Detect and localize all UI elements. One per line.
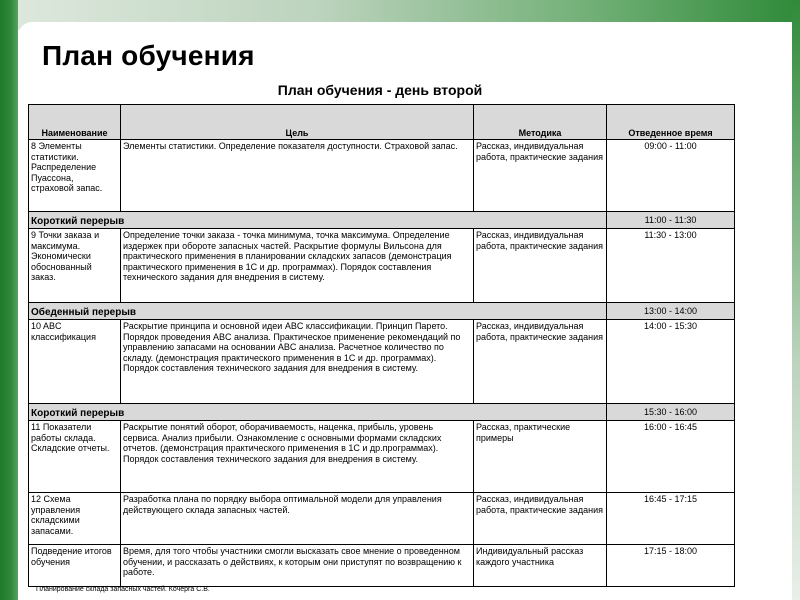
break-label: Короткий перерыв <box>29 404 607 421</box>
table-row <box>29 421 735 493</box>
page-title: План обучения <box>42 40 255 71</box>
break-time: 11:00 - 11:30 <box>607 212 735 229</box>
row-name: 11 Показатели работы склада. Складские отчеты. <box>29 421 121 493</box>
row-name: 8 Элементы статистики. Распределение Пуассона, страховой запас. <box>29 140 121 212</box>
row-goal: Время, для того чтобы участники смогли высказать свое мнение о проведенном обучении, и рассказать о действиях, к которым они приступят по возвращению к работе. <box>121 545 474 587</box>
row-goal: Элементы статистики. Определение показателя доступности. Страховой запас. <box>121 140 474 212</box>
table-row <box>29 320 735 404</box>
row-goal: Разработка плана по порядку выбора оптимальной модели для управления действующего склада запасных частей. <box>121 493 474 545</box>
column-header-method: Методика <box>474 105 607 140</box>
row-time: 16:45 - 17:15 <box>607 493 735 545</box>
table-caption: План обучения - день второй <box>277 82 483 98</box>
row-time: 14:00 - 15:30 <box>607 320 735 404</box>
row-method: Рассказ, индивидуальная работа, практические задания <box>474 320 607 404</box>
break-label: Обеденный перерыв <box>29 303 607 320</box>
row-method: Рассказ, индивидуальная работа, практические задания <box>474 140 607 212</box>
row-method: Рассказ, индивидуальная работа, практические задания <box>474 229 607 303</box>
break-row <box>29 212 735 229</box>
row-goal: Раскрытие принципа и основной идеи ABC классификации. Принцип Парето. Порядок проведения ABC анализа. Практическое применение рекомендаций по управлению запасами на основании ABC анализа. Расчетное количество по складу. (демонстрация практического применения в 1С и др. программах). Порядок составления технического задания для внедрения в систему. <box>121 320 474 404</box>
row-name: 12 Схема управления складскими запасами. <box>29 493 121 545</box>
row-method: Рассказ, индивидуальная работа, практические задания <box>474 493 607 545</box>
break-label: Короткий перерыв <box>29 212 607 229</box>
break-row <box>29 303 735 320</box>
row-time: 16:00 - 16:45 <box>607 421 735 493</box>
row-method: Индивидуальный рассказ каждого участника <box>474 545 607 587</box>
slide-frame-right <box>792 0 800 600</box>
table-row <box>29 545 735 587</box>
column-header-goal: Цель <box>121 105 474 140</box>
break-time: 13:00 - 14:00 <box>607 303 735 320</box>
table-row <box>29 493 735 545</box>
row-goal: Определение точки заказа - точка минимума, точка максимума. Определение издержек при обороте запасных частей. Раскрытие формулы Вильсона для практического применения в планировании складских запасов (демонстрация практического применения в 1С и др. программах). Порядок составления технического задания для внедрения в систему. <box>121 229 474 303</box>
column-header-name: Наименование <box>29 105 121 140</box>
break-time: 15:30 - 16:00 <box>607 404 735 421</box>
row-name: Подведение итогов обучения <box>29 545 121 587</box>
row-name: 10 ABC классификация <box>29 320 121 404</box>
row-time: 11:30 - 13:00 <box>607 229 735 303</box>
footer-note: Планирование склада запасных частей. Кочерга С.В. <box>36 586 210 593</box>
row-goal: Раскрытие понятий оборот, оборачиваемость, наценка, прибыль, уровень сервиса. Анализ прибыли. Ознакомление с основными формами складских отчетов. (демонстрация практического применения в 1С и др.программах). Порядок составления технического задания для внедрения в систему. <box>121 421 474 493</box>
row-time: 09:00 - 11:00 <box>607 140 735 212</box>
table-row <box>29 229 735 303</box>
row-method: Рассказ, практические примеры <box>474 421 607 493</box>
row-name: 9 Точки заказа и максимума. Экономически обоснованный заказ. <box>29 229 121 303</box>
table-row <box>29 140 735 212</box>
break-row <box>29 404 735 421</box>
training-plan-table <box>28 104 735 587</box>
row-time: 17:15 - 18:00 <box>607 545 735 587</box>
column-header-time: Отведенное время <box>607 105 735 140</box>
